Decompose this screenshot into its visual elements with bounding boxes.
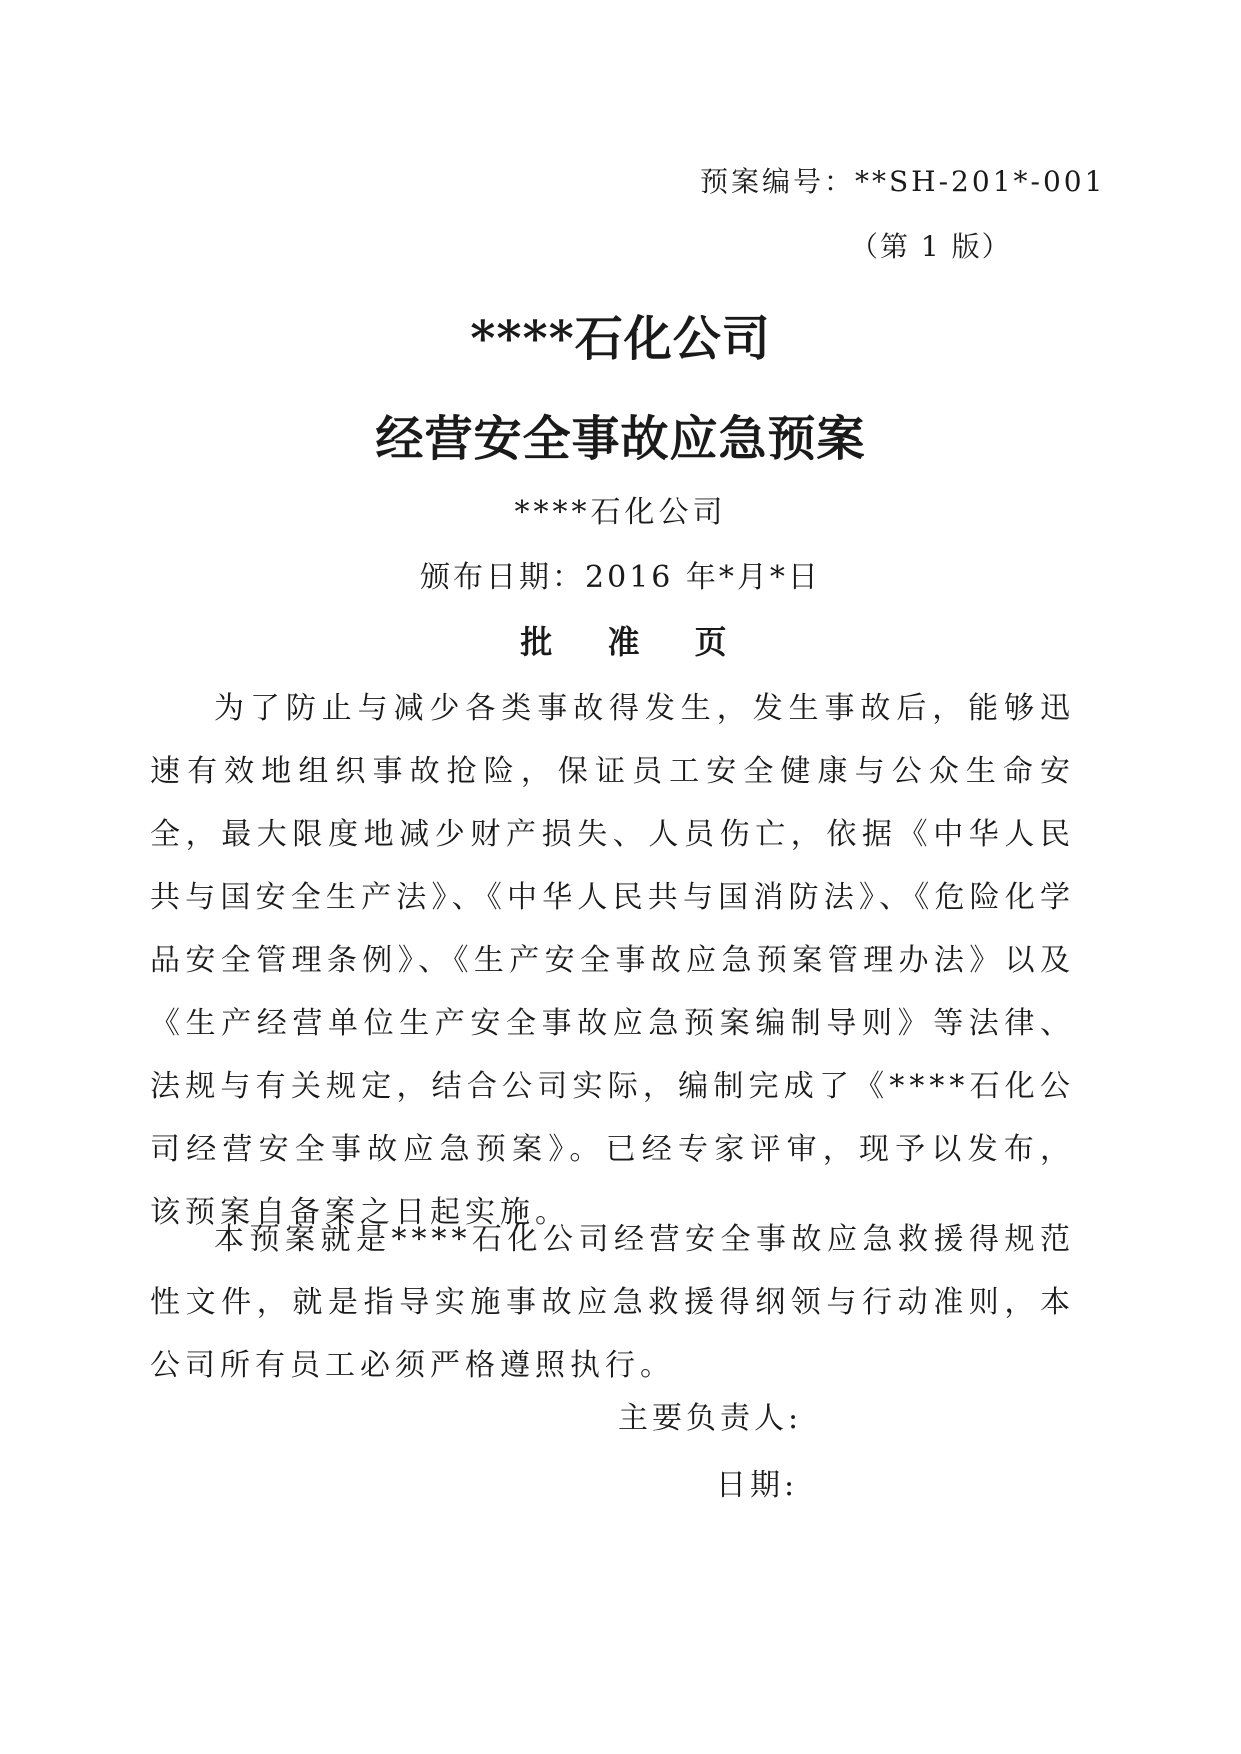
approval-paragraph-1: 为了防止与减少各类事故得发生，发生事故后，能够迅速有效地组织事故抢险，保证员工安全健康与公众生命安全，最大限度地减少财产损失、人员伤亡，依据《中华人民共与国安全生产法》、《中华人民共与国消防法》、《危险化学品安全管理条例》、《生产安全事故应急预案管理办法》以及《生产经营单位生产安全事故应急预案编制导则》等法律、法规与有关规定，结合公司实际，编制完成了《****石化公司经营安全事故应急预案》。已经专家评审，现予以发布，该预案自备案之日起实施。: [150, 691, 1075, 1230]
approval-page-heading: 批 准 页: [520, 623, 749, 661]
approval-paragraph-2: 本预案就是****石化公司经营安全事故应急救援得规范性文件，就是指导实施事故应急救援得纲领与行动准则，本公司所有员工必须严格遵照执行。: [150, 1222, 1075, 1383]
issuer-name: ****石化公司: [514, 495, 727, 530]
edition-label: （第 1 版）: [850, 230, 1012, 263]
document-title-company: ****石化公司: [470, 311, 771, 367]
signature-person-label: 主要负责人:: [618, 1401, 803, 1436]
plan-code: 预案编号：**SH-201*-001: [700, 165, 1106, 198]
issue-date: 颁布日期：2016 年*月*日: [420, 560, 821, 595]
document-title-main: 经营安全事故应急预案: [375, 411, 866, 467]
signature-date-label: 日期:: [716, 1468, 799, 1503]
